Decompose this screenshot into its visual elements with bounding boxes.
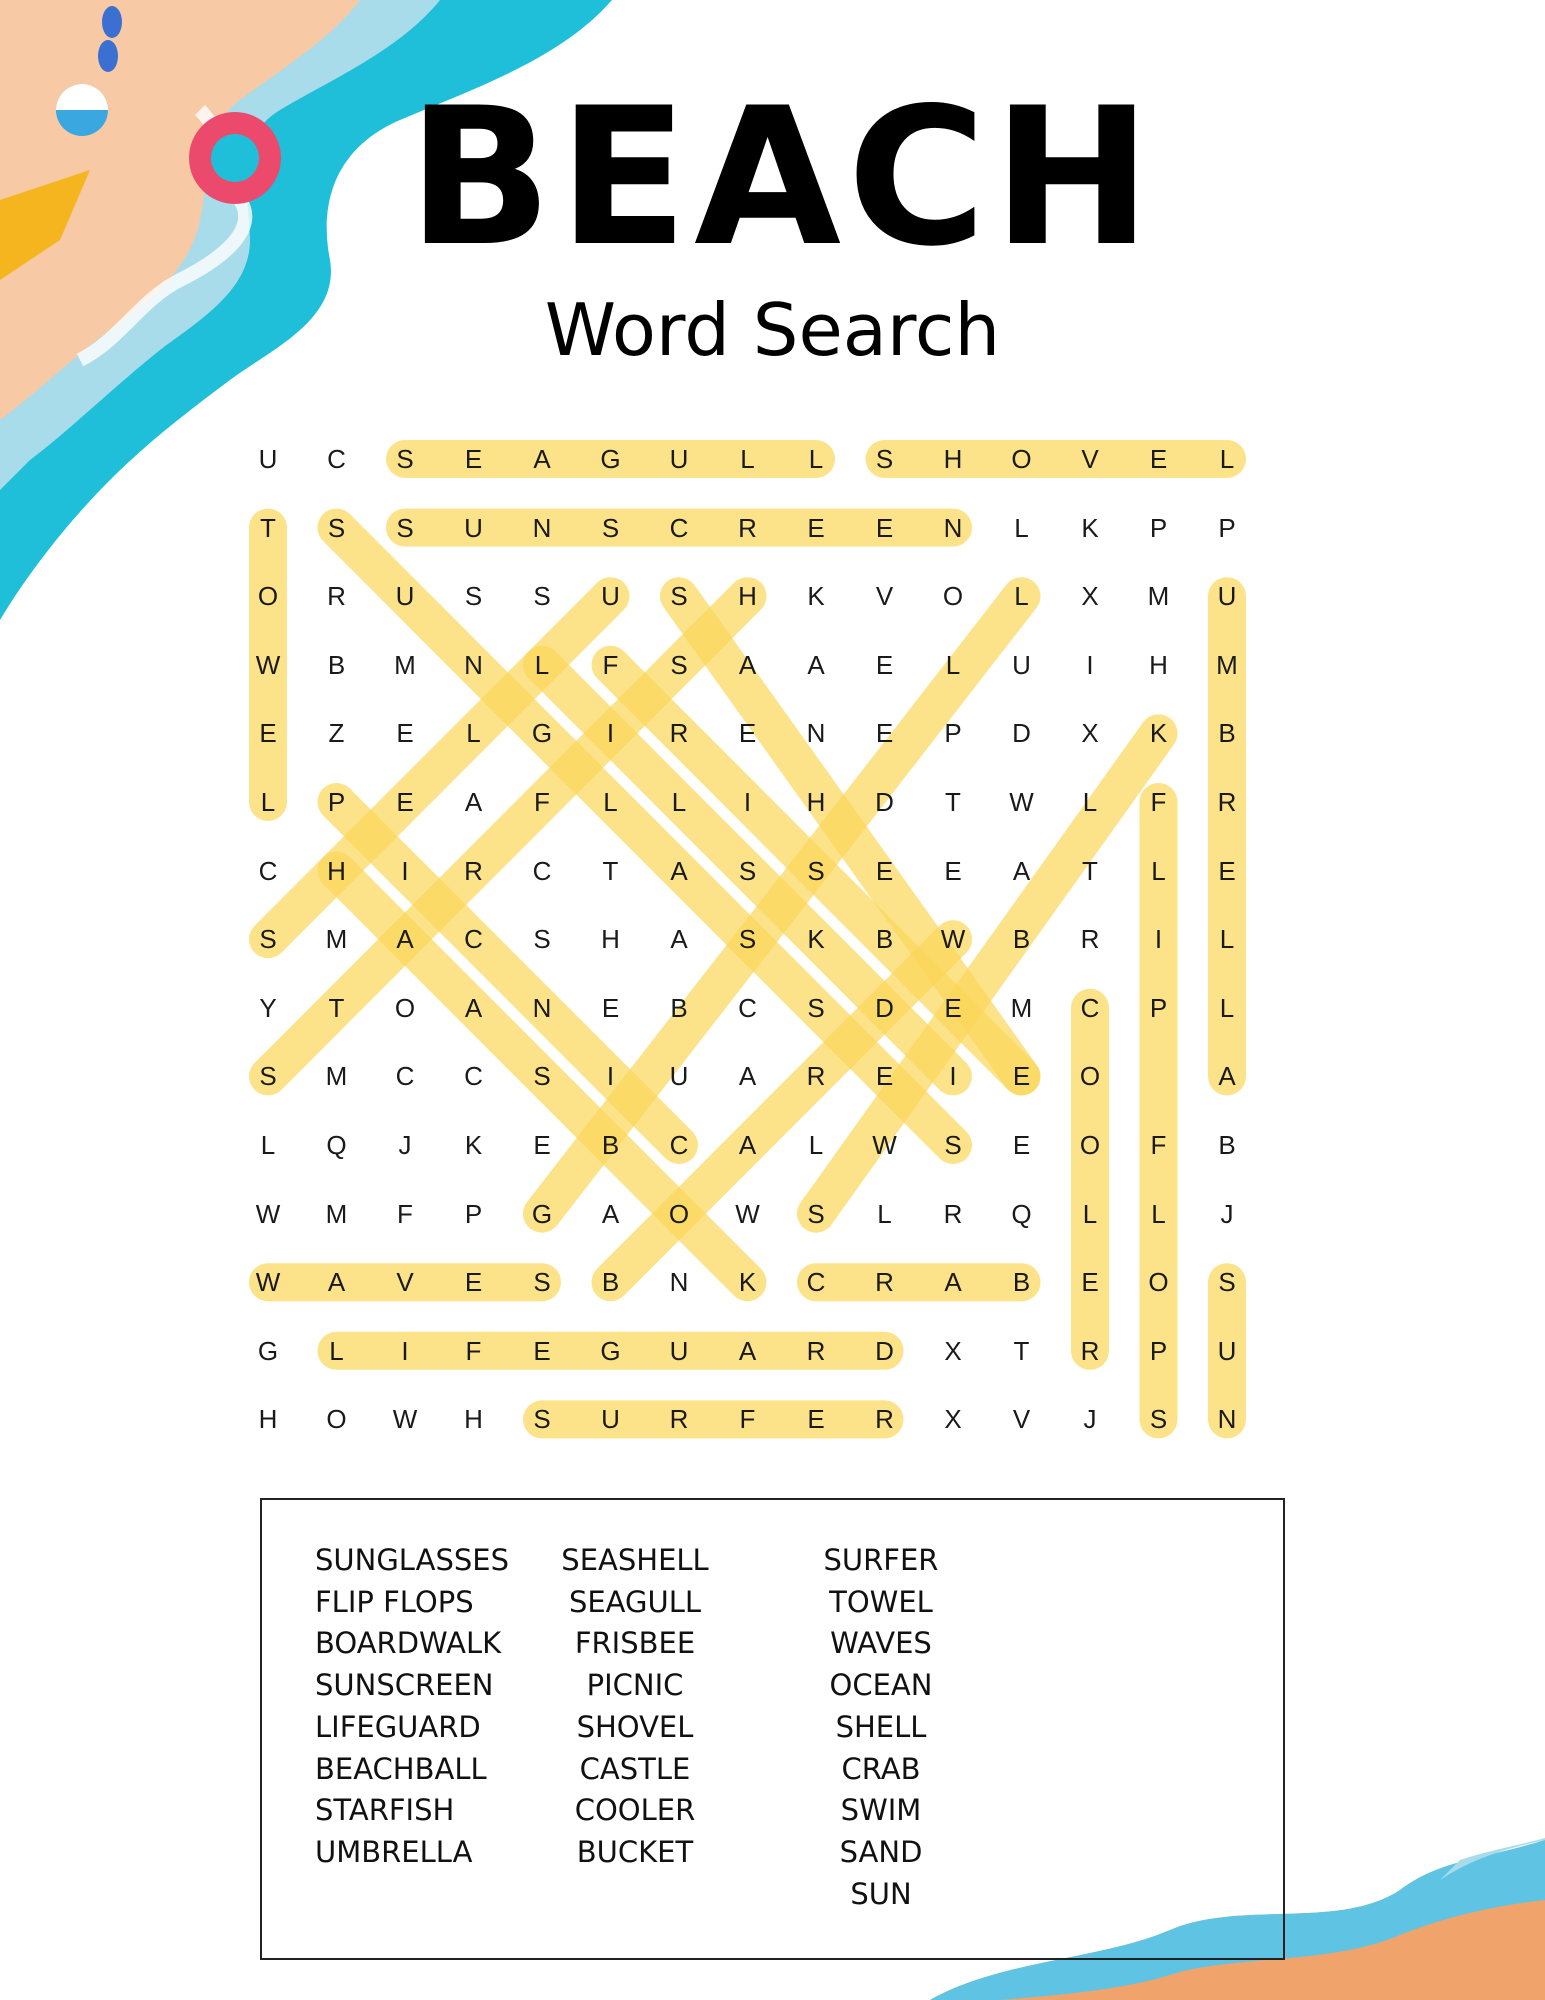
grid-letter: L	[1014, 581, 1029, 612]
grid-letter: B	[601, 1130, 620, 1160]
grid-letter: Q	[326, 1130, 347, 1160]
grid-letter: S	[533, 924, 551, 955]
grid-letter: O	[1011, 444, 1032, 474]
grid-letter: B	[1218, 718, 1236, 749]
grid-letter: R	[1080, 1335, 1100, 1366]
grid-letter: K	[464, 1130, 483, 1160]
word-list-item: WAVES	[830, 1626, 932, 1661]
grid-letter: E	[1218, 855, 1236, 886]
grid-letter: A	[464, 992, 483, 1023]
grid-letter: R	[464, 855, 483, 886]
page-subtitle: Word Search	[544, 288, 1001, 372]
word-list-item: BOARDWALK	[315, 1626, 502, 1661]
grid-letter: E	[1012, 1061, 1031, 1092]
grid-letter: E	[396, 718, 414, 749]
grid-letter: K	[1081, 512, 1099, 543]
grid-letter: A	[944, 1267, 962, 1298]
grid-letter: T	[602, 855, 619, 886]
grid-letter: A	[738, 649, 757, 680]
grid-letter: D	[875, 992, 894, 1023]
grid-letter: S	[601, 512, 620, 543]
grid-letter: S	[533, 1061, 551, 1092]
grid-letter: Z	[328, 718, 345, 749]
grid-letter: E	[875, 649, 894, 680]
grid-letter: U	[669, 1061, 689, 1092]
grid-letter: D	[1012, 718, 1031, 749]
grid-letter: R	[327, 581, 346, 612]
grid-letter: S	[327, 512, 346, 543]
grid-letter: E	[396, 787, 414, 817]
grid-letter: E	[807, 512, 825, 543]
grid-letter: W	[255, 1198, 281, 1229]
grid-letter: J	[398, 1130, 412, 1160]
grid-letter: E	[944, 992, 962, 1023]
grid-letter: I	[743, 787, 752, 817]
grid-letter: E	[464, 444, 483, 474]
grid-letter: A	[396, 924, 414, 955]
grid-letter: E	[533, 1335, 551, 1366]
grid-letter: I	[606, 718, 615, 749]
grid-letter: T	[260, 512, 276, 543]
grid-letter: S	[1149, 1404, 1168, 1435]
grid-letter: N	[464, 649, 483, 680]
grid-letter: S	[738, 924, 757, 955]
grid-letter: F	[397, 1198, 413, 1229]
grid-letter: O	[257, 581, 279, 612]
grid-letter: E	[464, 1267, 483, 1298]
grid-letter: S	[670, 649, 688, 680]
grid-letter: L	[1219, 992, 1235, 1023]
grid-letter: H	[806, 787, 826, 817]
grid-letter: S	[670, 581, 688, 612]
grid-letter: R	[875, 1267, 894, 1298]
grid-letter: S	[396, 512, 414, 543]
grid-letter: A	[670, 924, 688, 955]
grid-letter: H	[943, 444, 963, 474]
word-list-item: CASTLE	[579, 1751, 691, 1786]
word-list-item: LIFEGUARD	[315, 1709, 481, 1744]
grid-letter: A	[327, 1267, 346, 1298]
grid-letter: B	[670, 992, 688, 1023]
grid-letter: O	[394, 992, 416, 1023]
grid-letter: S	[533, 581, 551, 612]
grid-letter: P	[1149, 512, 1168, 543]
grid-letter: X	[1081, 581, 1099, 612]
grid-letter: E	[259, 718, 277, 749]
grid-letter: P	[464, 1198, 483, 1229]
grid-letter: K	[738, 1267, 757, 1298]
grid-letter: U	[669, 444, 689, 474]
grid-letter: R	[669, 1404, 689, 1435]
word-list-item: SEAGULL	[568, 1584, 702, 1619]
grid-letter: U	[464, 512, 483, 543]
word-list-column-2	[525, 1540, 745, 1874]
grid-letter: W	[255, 649, 281, 680]
grid-letter: L	[260, 1130, 276, 1160]
word-list-item: SUNSCREEN	[315, 1668, 494, 1703]
page-title: BEACH	[407, 67, 1158, 288]
grid-letter: X	[944, 1335, 962, 1366]
grid-letter: L	[466, 718, 481, 749]
grid-letter: D	[875, 787, 894, 817]
grid-letter: W	[940, 924, 966, 955]
grid-letter: L	[1014, 512, 1029, 543]
grid-letter: C	[464, 924, 483, 955]
grid-letter: X	[1081, 718, 1099, 749]
grid-letter: B	[1012, 924, 1031, 955]
grid-letter: L	[808, 1130, 824, 1160]
grid-letter: U	[1217, 581, 1237, 612]
grid-letter: H	[464, 1404, 483, 1435]
grid-letter: L	[877, 1198, 892, 1229]
grid-letter: V	[1081, 444, 1099, 474]
grid-letter: M	[325, 924, 348, 955]
grid-letter: M	[1147, 581, 1170, 612]
grid-letter: U	[601, 581, 620, 612]
grid-letter: C	[1080, 992, 1100, 1023]
grid-letter: C	[532, 855, 552, 886]
grid-letter: G	[531, 718, 553, 749]
grid-letter: K	[807, 924, 825, 955]
grid-letter: S	[738, 855, 757, 886]
grid-letter: T	[1082, 855, 1098, 886]
grid-letter: W	[255, 1267, 281, 1298]
grid-letter: L	[671, 787, 687, 817]
grid-letter: M	[325, 1061, 348, 1092]
grid-letter: U	[1012, 649, 1031, 680]
grid-letter: L	[534, 649, 550, 680]
grid-letter: S	[396, 444, 414, 474]
word-list-item: PICNIC	[586, 1668, 684, 1703]
grid-letter: U	[395, 581, 415, 612]
grid-letter: W	[392, 1404, 418, 1435]
grid-letter: P	[944, 718, 962, 749]
grid-letter: H	[601, 924, 620, 955]
word-list-item: STARFISH	[315, 1793, 455, 1828]
grid-letter: S	[1218, 1267, 1236, 1298]
grid-letter: J	[1220, 1198, 1234, 1229]
grid-letter: A	[738, 1061, 757, 1092]
grid-letter: A	[738, 1130, 757, 1160]
grid-letter: M	[394, 649, 416, 680]
word-list-item: OCEAN	[829, 1668, 933, 1703]
grid-letter: H	[258, 1404, 278, 1435]
grid-letter: K	[1149, 718, 1168, 749]
grid-letter: I	[1154, 924, 1163, 955]
grid-letter: F	[534, 787, 550, 817]
grid-letter: P	[327, 787, 346, 817]
grid-letter: N	[943, 512, 963, 543]
grid-letter: M	[1010, 992, 1033, 1023]
grid-letter: T	[328, 992, 345, 1023]
grid-letter: R	[875, 1404, 894, 1435]
grid-letter: Q	[1011, 1198, 1032, 1229]
word-list-item: SUNGLASSES	[315, 1543, 510, 1577]
grid-letter: L	[1082, 1198, 1098, 1229]
grid-letter: R	[943, 1198, 963, 1229]
word-list-item: SHELL	[835, 1709, 927, 1744]
grid-letter: W	[735, 1198, 760, 1229]
grid-letter: E	[875, 1061, 894, 1092]
word-list-column-1	[315, 1540, 509, 1874]
grid-letter: S	[259, 924, 277, 955]
grid-letter: E	[875, 718, 894, 749]
grid-letter: A	[807, 649, 825, 680]
grid-letter: R	[738, 512, 757, 543]
grid-letter: L	[945, 649, 961, 680]
word-list-item: SUN	[850, 1876, 912, 1911]
grid-letter: L	[740, 444, 755, 474]
grid-letter: F	[1150, 787, 1167, 817]
grid-letter: F	[1150, 1130, 1167, 1160]
grid-letter: P	[1218, 512, 1236, 543]
grid-letter: E	[601, 992, 620, 1023]
grid-letter: M	[325, 1198, 348, 1229]
word-list-item: UMBRELLA	[315, 1834, 473, 1869]
grid-letter: I	[606, 1061, 615, 1092]
grid-letter: G	[600, 444, 621, 474]
grid-letter: G	[257, 1335, 279, 1366]
grid-letter: B	[1012, 1267, 1031, 1298]
grid-letter: C	[395, 1061, 415, 1092]
grid-letter: A	[601, 1198, 620, 1229]
grid-letter: S	[875, 444, 894, 474]
grid-letter: X	[944, 1404, 962, 1435]
grid-letter: B	[875, 924, 894, 955]
word-list-item: COOLER	[574, 1793, 696, 1828]
word-list-item: FRISBEE	[574, 1626, 696, 1661]
grid-letter: M	[1216, 649, 1238, 680]
word-list-item: SHOVEL	[576, 1709, 694, 1744]
grid-letter: O	[1148, 1267, 1169, 1298]
word-list-item: FLIP FLOPS	[315, 1584, 474, 1619]
grid-letter: R	[1080, 924, 1100, 955]
grid-letter: R	[806, 1335, 826, 1366]
grid-letter: V	[1012, 1404, 1031, 1435]
grid-letter: E	[533, 1130, 551, 1160]
grid-letter: U	[1217, 1335, 1237, 1366]
grid-letter: N	[532, 512, 552, 543]
grid-letter: N	[669, 1267, 689, 1298]
grid-letter: C	[738, 992, 757, 1023]
grid-letter: S	[944, 1130, 962, 1160]
grid-letter: N	[1217, 1404, 1237, 1435]
grid-letter: C	[669, 512, 689, 543]
grid-letter: R	[806, 1061, 826, 1092]
grid-letter: H	[327, 855, 346, 886]
grid-letter: E	[738, 718, 757, 749]
grid-letter: I	[401, 855, 409, 886]
grid-letter: E	[875, 855, 894, 886]
grid-letter: S	[533, 1404, 551, 1435]
grid-letter: C	[806, 1267, 826, 1298]
grid-letter: C	[464, 1061, 483, 1092]
grid-letter: N	[806, 718, 826, 749]
grid-letter: P	[1149, 1335, 1168, 1366]
grid-letter: E	[875, 512, 894, 543]
grid-letter: U	[669, 1335, 689, 1366]
grid-letter: U	[258, 444, 278, 474]
word-list-item: TOWEL	[829, 1584, 933, 1619]
grid-letter: N	[532, 992, 552, 1023]
grid-letter: L	[1082, 787, 1098, 817]
grid-letter: T	[1013, 1335, 1030, 1366]
grid-letter: F	[602, 649, 619, 680]
grid-letter: O	[326, 1404, 347, 1435]
word-list-item: BUCKET	[576, 1834, 694, 1869]
word-list-item: BEACHBALL	[315, 1751, 487, 1786]
grid-letter: O	[1079, 1130, 1101, 1160]
grid-letter: V	[396, 1267, 414, 1298]
grid-letter: O	[668, 1198, 690, 1229]
grid-letter: D	[875, 1335, 894, 1366]
grid-letter: E	[1012, 1130, 1031, 1160]
grid-letter: W	[872, 1130, 897, 1160]
grid-letter: C	[258, 855, 278, 886]
word-list-box	[260, 1498, 1285, 1960]
grid-letter: G	[531, 1198, 553, 1229]
word-list-item: SEASHELL	[561, 1543, 709, 1577]
grid-letter: O	[942, 581, 964, 612]
grid-letter: H	[1149, 649, 1168, 680]
grid-letter: E	[944, 855, 962, 886]
grid-letter: A	[1218, 1061, 1236, 1092]
grid-letter: B	[1218, 1130, 1236, 1160]
grid-letter: C	[669, 1130, 689, 1160]
grid-letter: L	[329, 1335, 344, 1366]
grid-letter: S	[807, 1198, 825, 1229]
grid-letter: W	[1009, 787, 1034, 817]
grid-letter: E	[807, 1404, 825, 1435]
grid-letter: B	[327, 649, 346, 680]
grid-letter: S	[259, 1061, 277, 1092]
grid-letter: A	[464, 787, 483, 817]
grid-letter: Y	[259, 992, 277, 1023]
grid-letter: H	[738, 581, 757, 612]
grid-letter: B	[601, 1267, 620, 1298]
word-list-column-3	[776, 1540, 986, 1915]
grid-letter: L	[1219, 444, 1235, 474]
grid-letter: S	[807, 855, 825, 886]
word-list-item: SAND	[839, 1834, 923, 1869]
grid-letter: E	[1081, 1267, 1099, 1298]
grid-letter: I	[401, 1335, 409, 1366]
grid-letter: S	[464, 581, 483, 612]
grid-letter: L	[260, 787, 276, 817]
word-list-item: SWIM	[840, 1793, 922, 1828]
grid-letter: S	[807, 992, 825, 1023]
grid-letter: T	[945, 787, 961, 817]
grid-letter: R	[1217, 787, 1237, 817]
word-list-item: SURFER	[823, 1543, 939, 1577]
grid-letter: L	[603, 787, 618, 817]
grid-letter: A	[738, 1335, 757, 1366]
grid-letter: L	[1219, 924, 1235, 955]
grid-letter: U	[601, 1404, 620, 1435]
grid-letter: C	[327, 444, 346, 474]
grid-letter: I	[1086, 649, 1094, 680]
grid-letter: F	[465, 1335, 482, 1366]
grid-letter: L	[1151, 855, 1166, 886]
grid-letter: L	[1151, 1198, 1166, 1229]
word-list-item: CRAB	[841, 1751, 921, 1786]
grid-letter: A	[670, 855, 688, 886]
grid-letter: J	[1083, 1404, 1097, 1435]
grid-letter: I	[949, 1061, 957, 1092]
grid-letter: E	[1149, 444, 1168, 474]
grid-letter: F	[739, 1404, 756, 1435]
grid-letter: R	[669, 718, 689, 749]
grid-letter: A	[1012, 855, 1031, 886]
grid-letter: O	[1079, 1061, 1101, 1092]
grid-letter: G	[600, 1335, 621, 1366]
grid-letter: L	[808, 444, 824, 474]
grid-letter: K	[807, 581, 825, 612]
grid-letter: S	[533, 1267, 551, 1298]
grid-letter: V	[875, 581, 894, 612]
grid-letter: A	[533, 444, 551, 474]
grid-letter: P	[1149, 992, 1168, 1023]
